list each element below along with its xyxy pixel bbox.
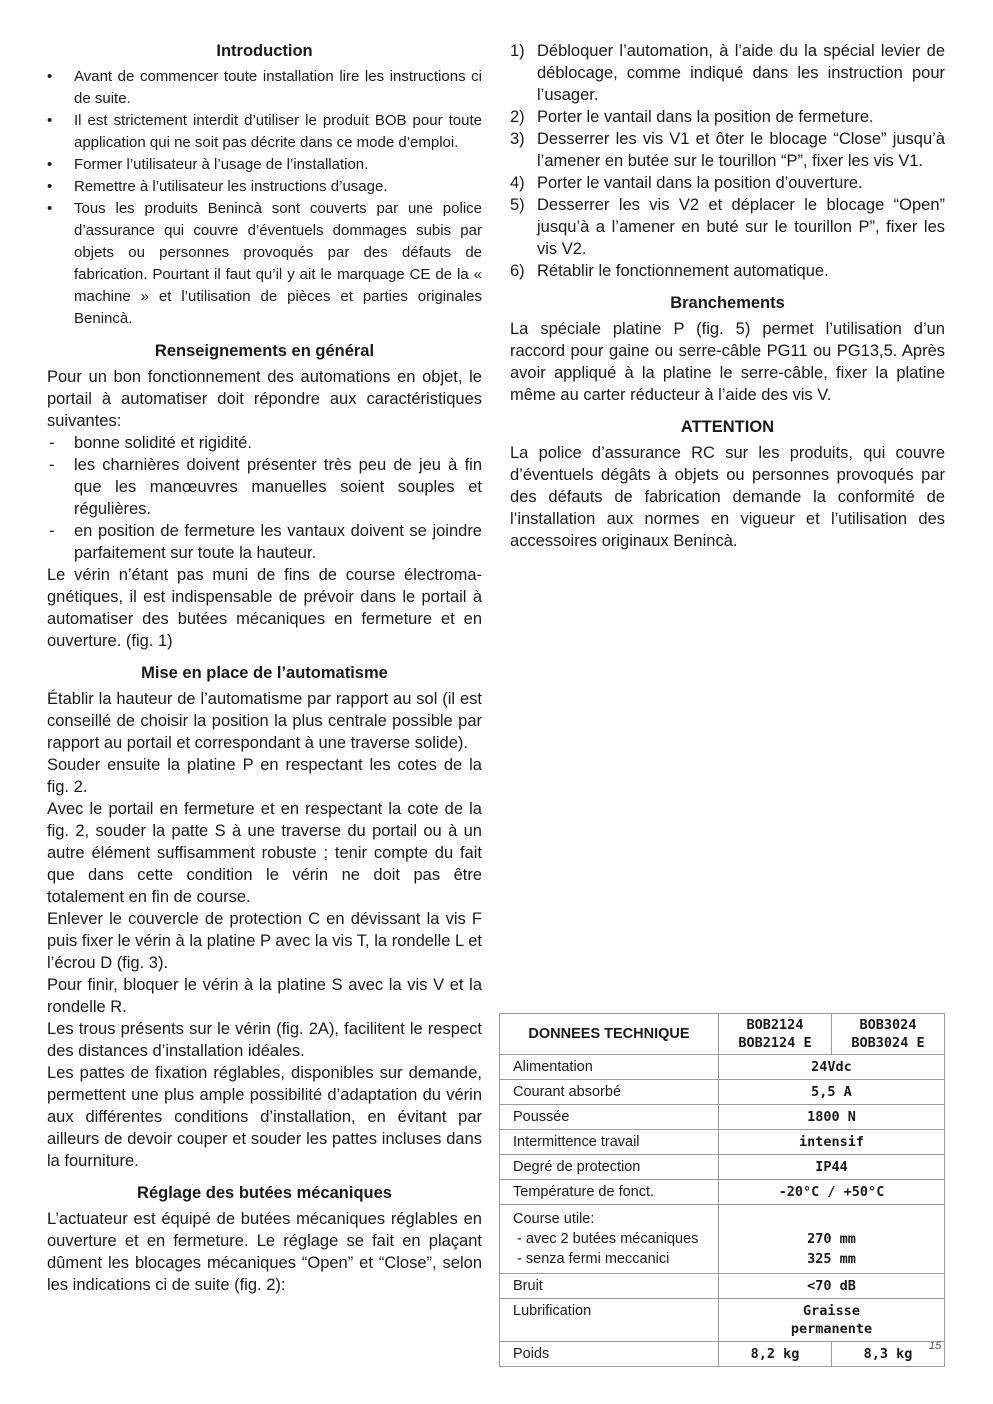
step-number: 5) [510, 196, 525, 214]
section-title-attention: ATTENTION [680, 418, 775, 436]
row-label: Poussée [500, 1105, 719, 1130]
row-value-model-a: 8,2 kg [719, 1342, 832, 1367]
table-row [500, 1274, 945, 1299]
list-item: - bonne solidité et rigidité. [49, 434, 252, 452]
paragraph: Établir la hauteur de l’automatisme par rapport au sol (il est conseillé de choisir la position la plus centrale possible par rapport au portail et correspondant à une traverse solide). [47, 690, 482, 752]
model-b-header: BOB3024 BOB3024 E [832, 1014, 945, 1055]
dash-marker: - [49, 434, 55, 452]
section-title-reglage: Réglage des butées mécaniques [137, 1184, 392, 1202]
list-item: - en position de fermeture les vantaux doivent se joindre parfaitement sur toute la hauteur. [49, 522, 482, 562]
row-label: Température de fonct. [500, 1180, 719, 1205]
step-number: 3) [510, 130, 525, 148]
table-row [500, 1080, 945, 1105]
technical-data-table [499, 1013, 945, 1367]
row-value: Graisse permanente [719, 1299, 945, 1342]
introduction-list [47, 66, 482, 330]
list-item: • Il est strictement interdit d’utiliser le produit BOB pour toute application qui ne soit pas décrite dans ce mode d’emploi. [47, 112, 482, 151]
row-label: Intermittence travail [500, 1130, 719, 1155]
paragraph: Souder ensuite la platine P en respectant les cotes de la fig. 2. [47, 756, 482, 796]
list-item: - les charnières doivent présenter très peu de jeu à fin que les manœuvres manuelles soient souples et régulières. [49, 456, 482, 518]
requirements-list [47, 432, 482, 564]
paragraph: Le vérin n’étant pas muni de fins de course électroma-gnétiques, il est indispensable de prévoir dans le portail à automatiser des butées mécaniques en fermeture et en ouverture. (fig. 1) [47, 566, 482, 650]
row-value: 270 mm 325 mm [719, 1205, 945, 1274]
table-row [500, 1105, 945, 1130]
row-label: Lubrification [500, 1299, 719, 1342]
table-row [500, 1299, 945, 1342]
table-row [500, 1130, 945, 1155]
paragraph: La spéciale platine P (fig. 5) permet l’utilisation d’un raccord pour gaine ou serre-câble PG11 ou PG13,5. Après avoir appliqué à la platine le serre-câble, fixer la platine même au carter réducteur à l’aide des vis V. [510, 320, 945, 404]
row-value-model-b: 8,3 kg [832, 1342, 945, 1367]
dash-marker: - [49, 522, 55, 540]
section-title-branchements: Branchements [670, 294, 785, 312]
list-item: • Tous les produits Benincà sont couverts par une police d’assurance qui couvre d’éventuels dommages subis par objets ou personnes provoqués par des défauts de fabrication. Pourtant il faut qu’il y ait le marquage CE de la « machine » et l’utilisation de pièces et parties originales Benincà. [47, 200, 482, 327]
section-title-general: Renseignements en général [154, 342, 375, 360]
list-item: 5) Desserrer les vis V2 et déplacer le blocage “Open” jusqu’à a l’amener en buté sur le tourillon P”, fixer les vis V2. [510, 196, 945, 258]
table-row [500, 1155, 945, 1180]
list-item: • Avant de commencer toute installation lire les instructions ci de suite. [47, 68, 482, 107]
section-title-introduction: Introduction [216, 42, 313, 60]
paragraph: Pour finir, bloquer le vérin à la platine S avec la vis V et la rondelle R. [47, 976, 482, 1016]
row-label: Degré de protection [500, 1155, 719, 1180]
row-value: 1800 N [719, 1105, 945, 1130]
list-item: • Former l’utilisateur à l’usage de l’installation. [47, 154, 482, 176]
adjustment-steps-list [510, 40, 945, 282]
paragraph: Les trous présents sur le vérin (fig. 2A), facilitent le respect des distances d’installation idéales. [47, 1020, 482, 1060]
bullet-marker: • [47, 200, 53, 217]
row-value: IP44 [719, 1155, 945, 1180]
row-label: Bruit [500, 1274, 719, 1299]
table-row [500, 1180, 945, 1205]
list-item: 2) Porter le vantail dans la position de fermeture. [510, 108, 874, 126]
section-title-mise-en-place: Mise en place de l’automatisme [141, 664, 388, 682]
list-item: • Remettre à l’utilisateur les instructions d’usage. [47, 176, 482, 198]
row-label: Course utile: - avec 2 butées mécaniques - senza fermi meccanici [500, 1205, 719, 1274]
bullet-marker: • [47, 68, 53, 85]
step-number: 2) [510, 108, 525, 126]
bullet-marker: • [47, 156, 53, 173]
model-a-header: BOB2124 BOB2124 E [719, 1014, 832, 1055]
left-column [47, 40, 482, 1296]
row-value: 5,5 A [719, 1080, 945, 1105]
list-item: 6) Rétablir le fonctionnement automatique. [510, 262, 829, 280]
row-value: <70 dB [719, 1274, 945, 1299]
bullet-marker: • [47, 178, 53, 195]
list-item: 3) Desserrer les vis V1 et ôter le blocage “Close” jusqu’à l’amener en butée sur le tourillon “P”, fixer les vis V1. [510, 130, 945, 170]
paragraph: Enlever le couvercle de protection C en dévissant la vis F puis fixer le vérin à la platine P avec la vis T, la rondelle L et l’écrou D (fig. 3). [47, 910, 482, 972]
paragraph: La police d’assurance RC sur les produits, qui couvre d’éventuels dégâts à objets ou personnes provoqués par des défauts de fabrication demande la conformité de l’installation aux normes en vigueur et l’utilisation des accessoires originaux Benincà. [510, 444, 945, 550]
paragraph: L’actuateur est équipé de butées mécaniques réglables en ouverture et en fermeture. Le réglage se fait en plaçant dûment les blocages mécaniques “Open” et “Close”, selon les indications ci de suite (fig. 2): [47, 1210, 482, 1294]
right-column [510, 40, 945, 552]
page-number: 15 [929, 1340, 942, 1352]
paragraph: Pour un bon fonctionnement des automations en objet, le portail à automatiser doit répondre aux caractéristiques suivantes: [47, 368, 482, 430]
paragraph: Les pattes de fixation réglables, disponibles sur demande, permettent une plus ample possibilité d’adaptation du vérin aux différentes conditions d’installation, en évitant par ailleurs de devoir couper et souder les pattes incluses dans la fourniture. [47, 1064, 482, 1170]
row-label: Courant absorbé [500, 1080, 719, 1105]
row-value: intensif [719, 1130, 945, 1155]
bullet-marker: • [47, 112, 53, 129]
row-value: 24Vdc [719, 1055, 945, 1080]
table-header-label: DONNEES TECHNIQUE [500, 1014, 719, 1055]
table-row [500, 1205, 945, 1274]
table-header-row [500, 1014, 945, 1055]
row-label: Alimentation [500, 1055, 719, 1080]
step-number: 1) [510, 42, 525, 60]
table-row [500, 1342, 945, 1367]
row-label: Poids [500, 1342, 719, 1367]
table-row [500, 1055, 945, 1080]
step-number: 6) [510, 262, 525, 280]
list-item: 4) Porter le vantail dans la position d’ouverture. [510, 174, 863, 192]
step-number: 4) [510, 174, 525, 192]
dash-marker: - [49, 456, 55, 474]
row-value: -20°C / +50°C [719, 1180, 945, 1205]
paragraph: Avec le portail en fermeture et en respectant la cote de la fig. 2, souder la patte S à une traverse du portail ou à un autre élément suffisamment robuste ; tenir compte du fait que dans cette condition le vérin ne doit pas être totalement en fin de course. [47, 800, 482, 906]
list-item: 1) Débloquer l’automation, à l’aide du la spécial levier de déblocage, comme indiqué dans les instruction pour l’usager. [510, 42, 945, 104]
